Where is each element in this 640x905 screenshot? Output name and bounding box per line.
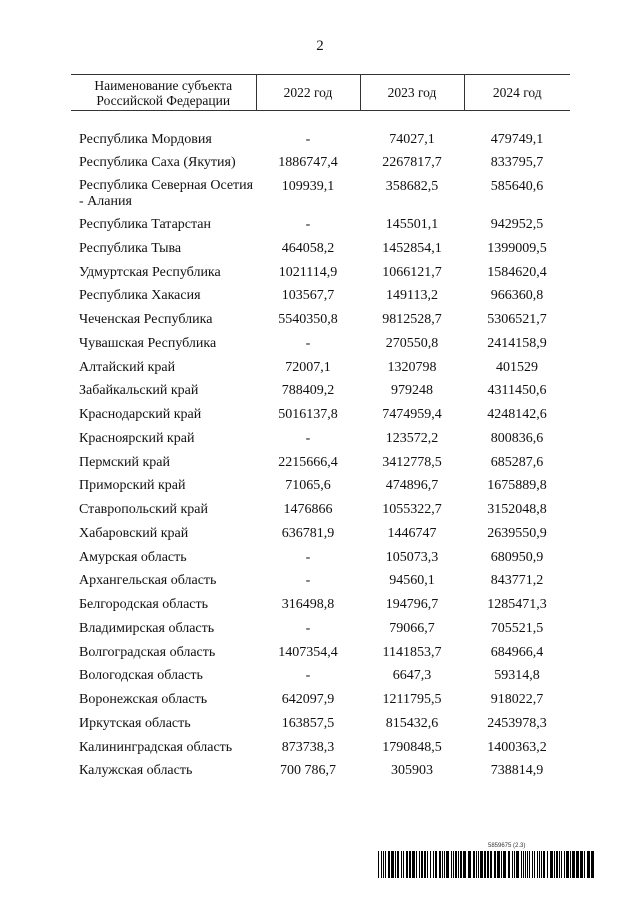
value-2024-cell: 59314,8 (494, 668, 540, 684)
value-2022-cell: - (305, 620, 311, 636)
table-row (71, 402, 570, 426)
value-2022-cell: 464058,2 (281, 240, 335, 256)
value-2023-cell: 979248 (391, 383, 433, 399)
region-name-cell: Пермский край (79, 454, 170, 470)
region-name-cell: Воронежская область (79, 692, 208, 707)
value-2022-cell: 72007,1 (285, 359, 331, 375)
value-2024-cell: 479749,1 (490, 131, 544, 147)
table-row (71, 331, 570, 355)
value-2023-cell: 1452854,1 (382, 240, 442, 256)
region-name-cell: Забайкальский край (79, 383, 199, 399)
table-row (71, 127, 570, 151)
header-2023: 2023 год (360, 75, 464, 111)
value-2022-cell: 1476866 (283, 502, 333, 517)
value-2024-cell: 800836,6 (490, 430, 544, 446)
value-2023-cell: 79066,7 (389, 620, 435, 636)
region-name-cell: Архангельская область (79, 573, 217, 589)
region-name-cell: Чувашская Республика (79, 335, 217, 351)
value-2022-cell: 873738,3 (281, 739, 335, 755)
region-name-cell: Иркутская область (79, 715, 191, 731)
value-2024-cell: 4248142,6 (487, 407, 547, 422)
subsidy-table (71, 74, 570, 782)
table-row (71, 283, 570, 307)
header-2022: 2022 год (256, 75, 360, 111)
table-row (71, 473, 570, 497)
value-2022-cell: 109939,1 (281, 179, 335, 194)
barcode-label: 5859675 (2.3) (488, 843, 526, 849)
header-2024: 2024 год (464, 75, 570, 111)
value-2024-cell: 5306521,7 (487, 312, 547, 327)
table-row (71, 735, 570, 759)
table-row (71, 687, 570, 711)
value-2022-cell: 1886747,4 (278, 155, 338, 171)
value-2023-cell: 1790848,5 (382, 739, 442, 755)
region-name-cell: Республика Северная Осетия - Алания (79, 178, 254, 209)
value-2022-cell: 5016137,8 (278, 407, 338, 422)
value-2024-cell: 1584620,4 (487, 264, 547, 280)
value-2023-cell: 1211795,5 (382, 692, 442, 707)
value-2024-cell: 2453978,3 (487, 715, 547, 731)
value-2024-cell: 918022,7 (490, 692, 544, 707)
value-2022-cell: - (305, 430, 311, 446)
table-body (71, 111, 570, 783)
header-region: Наименование субъекта Российской Федерации (71, 75, 256, 111)
value-2024-cell: 4311450,6 (487, 383, 547, 399)
table-row (71, 497, 570, 521)
table-row (71, 521, 570, 545)
table-row (71, 450, 570, 474)
value-2024-cell: 2414158,9 (487, 335, 547, 351)
table-row (71, 236, 570, 260)
table-row (71, 174, 570, 212)
region-name-cell: Вологодская область (79, 668, 203, 684)
value-2023-cell: 194796,7 (385, 597, 439, 612)
value-2024-cell: 1400363,2 (487, 739, 547, 755)
value-2022-cell: - (305, 131, 311, 147)
region-name-cell: Калужская область (79, 763, 193, 779)
value-2022-cell: 71065,6 (285, 478, 331, 494)
value-2022-cell: - (305, 549, 311, 565)
region-name-cell: Республика Хакасия (79, 288, 201, 304)
region-name-cell: Ставропольский край (79, 502, 208, 517)
region-name-cell: Алтайский край (79, 359, 176, 375)
value-2022-cell: - (305, 668, 311, 684)
value-2022-cell: - (305, 335, 311, 351)
table-row (71, 212, 570, 236)
table-row (71, 616, 570, 640)
value-2023-cell: 815432,6 (385, 715, 439, 731)
value-2023-cell: 358682,5 (385, 179, 439, 194)
value-2024-cell: 3152048,8 (487, 502, 547, 517)
region-name-cell: Калининградская область (79, 739, 233, 755)
table-row (71, 545, 570, 569)
value-2024-cell: 1399009,5 (487, 240, 547, 256)
value-2022-cell: - (305, 573, 311, 589)
region-name-cell: Амурская область (79, 549, 187, 565)
value-2023-cell: 105073,3 (385, 549, 439, 565)
region-name-cell: Республика Саха (Якутия) (79, 155, 236, 171)
value-2024-cell: 843771,2 (490, 573, 544, 589)
value-2022-cell: 788409,2 (281, 383, 335, 399)
table-row (71, 307, 570, 331)
value-2022-cell: 700 786,7 (280, 763, 336, 779)
region-name-cell: Краснодарский край (79, 407, 202, 422)
value-2023-cell: 1066121,7 (382, 264, 442, 280)
value-2024-cell: 1285471,3 (487, 597, 547, 612)
region-name-cell: Хабаровский край (79, 525, 189, 541)
value-2023-cell: 305903 (391, 763, 433, 779)
value-2024-cell: 684966,4 (490, 644, 544, 660)
table-row (71, 355, 570, 379)
value-2022-cell: 163857,5 (281, 715, 335, 731)
value-2023-cell: 74027,1 (389, 131, 435, 147)
value-2023-cell: 149113,2 (386, 288, 438, 304)
value-2023-cell: 145501,1 (385, 217, 439, 232)
value-2022-cell: 636781,9 (281, 525, 335, 541)
value-2023-cell: 270550,8 (385, 335, 439, 351)
value-2023-cell: 6647,3 (392, 668, 432, 684)
region-name-cell: Республика Татарстан (79, 217, 212, 232)
table-row (71, 568, 570, 592)
value-2024-cell: 705521,5 (490, 620, 544, 636)
table-row (71, 260, 570, 284)
value-2023-cell: 1446747 (387, 525, 437, 541)
region-name-cell: Белгородская область (79, 597, 209, 612)
value-2024-cell: 738814,9 (490, 763, 544, 779)
value-2022-cell: 5540350,8 (278, 312, 338, 327)
value-2024-cell: 685287,6 (490, 454, 544, 470)
value-2022-cell: 2215666,4 (278, 454, 338, 470)
region-name-cell: Владимирская область (79, 620, 215, 636)
region-name-cell: Красноярский край (79, 430, 195, 446)
value-2024-cell: 2639550,9 (487, 525, 547, 541)
value-2024-cell: 966360,8 (490, 288, 544, 304)
value-2024-cell: 833795,7 (490, 155, 544, 171)
value-2022-cell: 1021114,9 (278, 264, 338, 280)
value-2023-cell: 2267817,7 (382, 155, 442, 171)
value-2024-cell: 585640,6 (490, 179, 544, 194)
value-2023-cell: 3412778,5 (382, 454, 442, 470)
value-2023-cell: 474896,7 (385, 478, 439, 494)
value-2024-cell: 1675889,8 (487, 478, 547, 494)
value-2022-cell: - (305, 217, 311, 232)
table-row (71, 592, 570, 616)
value-2024-cell: 942952,5 (490, 217, 544, 232)
table-row (71, 640, 570, 664)
value-2022-cell: 1407354,4 (278, 644, 338, 660)
barcode (378, 851, 594, 878)
value-2023-cell: 9812528,7 (382, 312, 442, 327)
table-row (71, 150, 570, 174)
region-name-cell: Республика Мордовия (79, 131, 212, 147)
value-2022-cell: 642097,9 (281, 692, 335, 707)
table-row (71, 378, 570, 402)
value-2023-cell: 1320798 (387, 359, 437, 375)
region-name-cell: Республика Тыва (79, 240, 182, 256)
value-2022-cell: 103567,7 (281, 288, 335, 304)
table-row (71, 758, 570, 782)
value-2024-cell: 401529 (496, 359, 538, 375)
value-2023-cell: 1141853,7 (382, 644, 442, 660)
value-2023-cell: 7474959,4 (382, 407, 442, 422)
region-name-cell: Чеченская Республика (79, 312, 213, 327)
value-2023-cell: 123572,2 (385, 430, 439, 446)
value-2022-cell: 316498,8 (281, 597, 335, 612)
value-2023-cell: 1055322,7 (382, 502, 442, 517)
region-name-cell: Волгоградская область (79, 644, 216, 660)
table-row (71, 426, 570, 450)
value-2024-cell: 680950,9 (490, 549, 544, 565)
value-2023-cell: 94560,1 (389, 573, 435, 589)
page-number: 2 (316, 38, 324, 54)
table-header-row (71, 75, 570, 111)
table-row (71, 663, 570, 687)
region-name-cell: Удмуртская Республика (79, 264, 221, 280)
region-name-cell: Приморский край (79, 478, 186, 494)
table-row (71, 711, 570, 735)
